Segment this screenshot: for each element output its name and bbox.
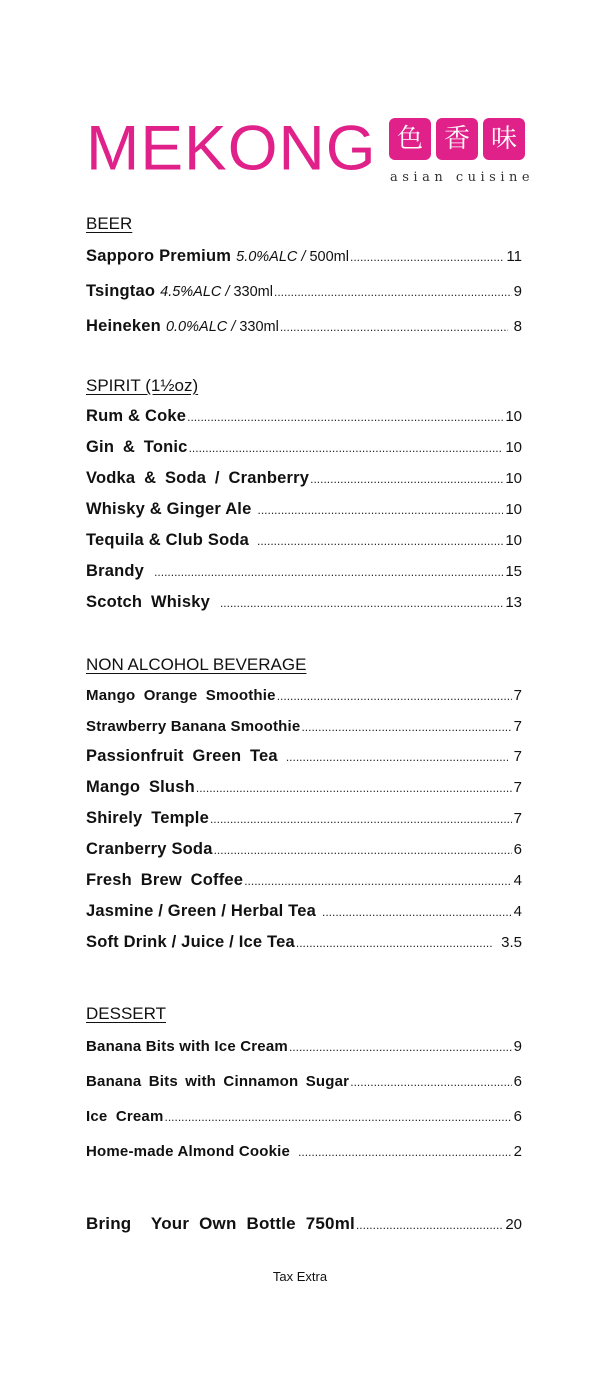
item-name: Mango Orange Smoothie [86, 687, 276, 704]
item-price: 10 [505, 470, 522, 487]
item-price: 8 [513, 318, 522, 335]
dot-leader [244, 874, 511, 888]
item-detail [236, 249, 349, 265]
item-name: Whisky & Ginger Ale [86, 500, 252, 518]
menu-item [86, 902, 522, 921]
dot-leader [296, 936, 493, 950]
dot-leader [189, 441, 504, 455]
dot-leader [165, 1110, 512, 1124]
item-price: 2 [513, 1143, 522, 1160]
item-name: Bring Your Own Bottle 750ml [86, 1214, 355, 1233]
dot-leader [310, 472, 503, 486]
item-name: Vodka & Soda / Cranberry [86, 469, 310, 487]
item-price: 4 [513, 872, 522, 889]
dot-leader [322, 905, 512, 919]
dot-leader [356, 1218, 503, 1232]
menu-item [86, 840, 522, 859]
chinese-char-badge: 味 [483, 118, 525, 160]
menu-item [86, 317, 522, 336]
item-abv: 4.5%ALC [160, 284, 222, 300]
item-name: Rum & Coke [86, 407, 187, 425]
item-price: 6 [513, 1073, 522, 1090]
item-name: Gin & Tonic [86, 438, 188, 456]
item-name: Scotch Whisky [86, 593, 210, 611]
chinese-char-badge: 香 [436, 118, 478, 160]
section-title-beer: BEER [86, 214, 133, 233]
menu-item [86, 282, 522, 301]
item-price: 3.5 [501, 934, 522, 951]
dot-leader [274, 285, 512, 299]
section-title-dessert: DESSERT [86, 1004, 166, 1023]
item-name: Tequila & Club Soda [86, 531, 249, 549]
item-price: 20 [505, 1216, 522, 1233]
byob-section [86, 1214, 522, 1234]
item-volume: 330ml [239, 319, 279, 335]
item-sep: / [221, 284, 234, 300]
item-sep: / [297, 249, 310, 265]
menu-item [86, 500, 522, 519]
menu-item [86, 687, 522, 704]
menu-item [86, 562, 522, 581]
section-title-spirit: SPIRIT (1½oz) [86, 376, 199, 395]
menu-item [86, 407, 522, 426]
item-price: 9 [513, 1038, 522, 1055]
menu-item [86, 438, 522, 457]
item-price: 7 [513, 718, 522, 735]
item-name: Soft Drink / Juice / Ice Tea [86, 933, 295, 951]
dot-leader [210, 812, 512, 826]
spirit-section [86, 376, 522, 612]
item-name: Tsingtao [86, 282, 156, 300]
menu-item [86, 1214, 522, 1234]
item-price: 7 [513, 748, 522, 765]
dot-leader [350, 1075, 511, 1089]
menu-item [86, 778, 522, 797]
item-name: Home-made Almond Cookie [86, 1143, 291, 1160]
item-price: 7 [513, 687, 522, 704]
non-alcohol-section [86, 655, 522, 952]
menu-item [86, 1073, 522, 1090]
dot-leader [277, 689, 512, 703]
dessert-section [86, 1004, 522, 1160]
item-price: 6 [513, 1108, 522, 1125]
item-detail [166, 319, 279, 335]
dot-leader [280, 320, 508, 334]
menu-item [86, 718, 522, 735]
item-price: 4 [513, 903, 522, 920]
menu-item [86, 871, 522, 890]
item-volume: 330ml [233, 284, 273, 300]
tagline: asian cuisine [390, 170, 535, 185]
item-price: 10 [505, 501, 522, 518]
item-name: Banana Bits with Cinnamon Sugar [86, 1073, 350, 1090]
item-name: Fresh Brew Coffee [86, 871, 244, 889]
dot-leader [187, 410, 503, 424]
item-price: 9 [513, 283, 522, 300]
item-name: Ice Cream [86, 1108, 164, 1125]
dot-leader [257, 534, 503, 548]
menu-item [86, 933, 522, 952]
item-name: Strawberry Banana Smoothie [86, 718, 301, 735]
dot-leader [214, 843, 512, 857]
item-price: 13 [505, 594, 522, 611]
dot-leader [289, 1040, 512, 1054]
item-sep: / [227, 319, 240, 335]
item-price: 11 [506, 248, 522, 265]
item-price: 10 [505, 439, 522, 456]
beer-section [86, 214, 522, 336]
menu-item [86, 1108, 522, 1125]
item-name: Passionfruit Green Tea [86, 747, 278, 765]
dot-leader [350, 250, 504, 264]
menu-item [86, 469, 522, 488]
dot-leader [154, 565, 503, 579]
menu-item [86, 593, 522, 612]
dot-leader [286, 750, 508, 764]
menu-item [86, 531, 522, 550]
item-name: Banana Bits with Ice Cream [86, 1038, 288, 1055]
tax-note: Tax Extra [272, 1269, 328, 1284]
section-title-non-alcohol: NON ALCOHOL BEVERAGE [86, 655, 307, 674]
dot-leader [298, 1145, 512, 1159]
item-price: 7 [513, 779, 522, 796]
dot-leader [257, 503, 503, 517]
item-price: 6 [513, 841, 522, 858]
item-volume: 500ml [309, 249, 349, 265]
chinese-badges [389, 118, 525, 160]
item-name: Heineken [86, 317, 161, 335]
dot-leader [196, 781, 512, 795]
item-name: Jasmine / Green / Herbal Tea [86, 902, 316, 920]
dot-leader [220, 596, 503, 610]
brand-name: MEKONG [86, 112, 377, 184]
item-abv: 5.0%ALC [236, 249, 298, 265]
item-abv: 0.0%ALC [165, 319, 228, 335]
item-detail [160, 284, 273, 300]
menu-item [86, 1038, 522, 1055]
item-name: Mango Slush [86, 778, 195, 796]
item-price: 10 [505, 408, 522, 425]
menu-item [86, 247, 522, 266]
item-name: Sapporo Premium [86, 247, 232, 265]
item-price: 10 [505, 532, 522, 549]
item-price: 7 [513, 810, 522, 827]
menu-item [86, 809, 522, 828]
menu-item [86, 747, 522, 766]
restaurant-logo [86, 112, 536, 188]
chinese-char-badge: 色 [389, 118, 431, 160]
menu-item [86, 1143, 522, 1160]
item-name: Brandy [86, 562, 145, 580]
item-price: 15 [505, 563, 522, 580]
item-name: Shirely Temple [86, 809, 209, 827]
dot-leader [301, 720, 511, 734]
item-name: Cranberry Soda [86, 840, 213, 858]
